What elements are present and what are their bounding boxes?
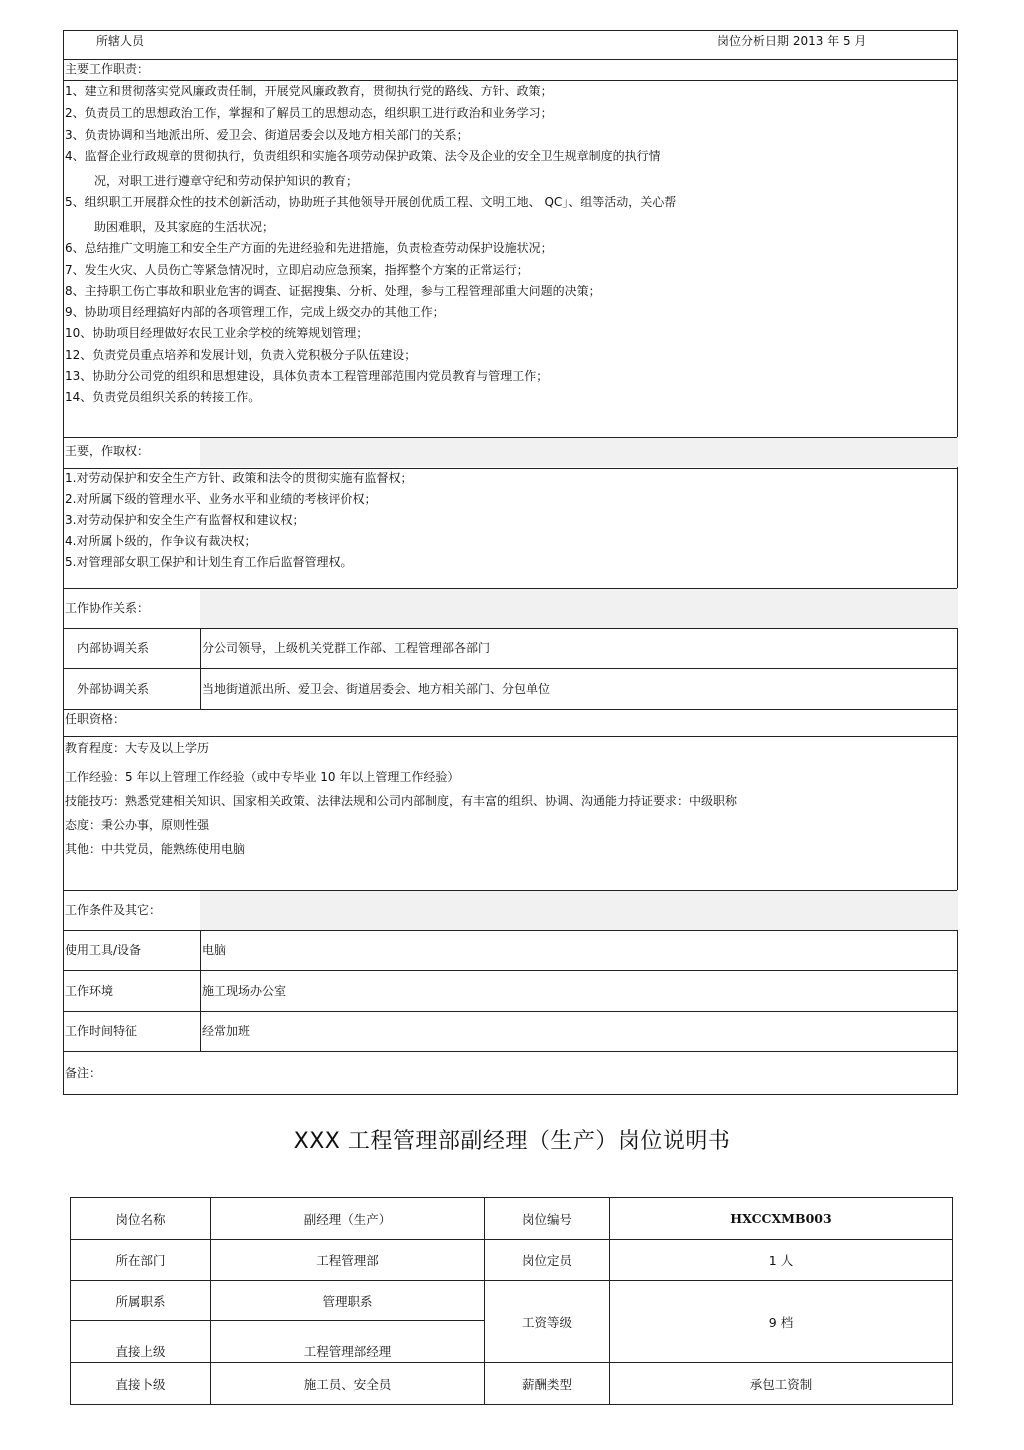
qualification-item: 其他：中共党员，能熟练使用电脑 (65, 842, 246, 856)
job-family-value: 管理职系 (211, 1281, 485, 1321)
duty-item: 10、协助项目经理做好农民工业余学校的统筹规划管理； (65, 326, 369, 340)
duty-item: 4、监督企业行政规章的贯彻执行，负责组织和实施各项劳动保护政策、法令及企业的安全卫生规章制度的执行情 (65, 149, 661, 163)
department-value: 工程管理部 (211, 1240, 485, 1281)
duties-heading: 主要工作职责： (65, 62, 150, 76)
qualifications-heading: 任职资格： (65, 712, 126, 726)
cooperation-heading: 工作协作关系： (65, 601, 150, 615)
subordinate-label: 直接卜级 (71, 1363, 211, 1405)
headcount-value: 1 人 (610, 1240, 953, 1281)
duty-item: 1、建立和贯彻落实党风廉政责任制，开展党风廉政教育，贯彻执行党的路线、方针、政策； (65, 84, 553, 98)
pay-type-label: 薪酬类型 (485, 1363, 610, 1405)
qualification-item: 态度：秉公办事，原则性强 (65, 818, 210, 832)
document-title: XXX 工程管理部副经理（生产）岗位说明书 (293, 1129, 731, 1154)
salary-grade-label: 工资等级 (485, 1281, 610, 1363)
condition-value-work-time: 经常加班 (202, 1024, 251, 1038)
pay-type-value: 承包工资制 (610, 1363, 953, 1405)
position-code-value: HXCCXMB003 (610, 1198, 953, 1240)
salary-grade-value: 9 档 (610, 1281, 953, 1363)
position-name-label: 岗位名称 (71, 1198, 211, 1240)
staff-label: 所辖人员 (96, 34, 145, 48)
duty-item: 7、发生火灾、人员伤亡等紧急情况时，立即启动应急预案，指挥整个方案的正常运行； (65, 263, 529, 277)
conditions-heading: 工作条件及其它： (65, 903, 162, 917)
qualification-item: 教育程度：大专及以上学历 (65, 741, 210, 755)
supervisor-value: 工程管理部经理 (211, 1321, 485, 1363)
condition-value-tools: 电脑 (202, 943, 227, 957)
duty-item: 12、负责党员重点培养和发展计划，负责入党积极分子队伍建设； (65, 348, 417, 362)
job-description-form (63, 30, 958, 1095)
conditions-heading-shade (200, 890, 958, 930)
duty-item: 6、总结推广文明施工和安全生产方面的先进经验和先进措施，负责检查劳动保护设施状况； (65, 241, 553, 255)
duty-item: 14、负责党员组织关系的转接工作。 (65, 390, 261, 404)
duty-item: 2、负责员工的思想政治工作，掌握和了解员工的思想动态，组织职工进行政治和业务学习； (65, 106, 553, 120)
job-family-label: 所属职系 (71, 1281, 211, 1321)
duty-item: 9、协助项目经理搞好内部的各项管理工作，完成上级交办的其他工作； (65, 305, 445, 319)
condition-value-environment: 施工现场办公室 (202, 984, 287, 998)
condition-label-tools: 使用工具/设备 (65, 943, 142, 957)
supervisor-label: 直接上级 (71, 1321, 211, 1363)
power-item: 4.对所属卜级的，作争议有裁决权； (65, 534, 257, 548)
powers-heading: 王要，作取权： (65, 444, 150, 458)
internal-coordination-value: 分公司领导，上级机关党群工作部、工程管理部各部门 (202, 641, 491, 655)
remarks-label: 备注： (65, 1066, 102, 1080)
condition-label-environment: 工作环境 (65, 984, 114, 998)
power-item: 1.对劳动保护和安全生产方针、政策和法令的贯彻实施有监督权； (65, 471, 413, 485)
duty-item-continued: 助困难职，及其家庭的生活状况； (94, 220, 275, 234)
condition-label-work-time: 工作时间特征 (65, 1024, 138, 1038)
duty-item: 8、主持职工伤亡事故和职业危害的调查、证据搜集、分析、处理，参与工程管理部重大问题的决策； (65, 284, 601, 298)
position-info-table (70, 1197, 953, 1405)
analysis-date: 岗位分析日期 2013 年 5 月 (717, 34, 867, 48)
qualification-item: 技能技巧：熟悉党建相关知识、国家相关政策、法律法规和公司内部制度，有丰富的组织、协调、沟通能力持证要求：中级职称 (65, 794, 738, 808)
duty-item: 5、组织职工开展群众性的技术创新活动，协助班子其他领导开展创优质工程、文明工地、 QC」、组等活动，关心帮 (65, 195, 677, 209)
power-item: 2.对所属下级的管理水平、业务水平和业绩的考核评价权； (65, 492, 377, 506)
cooperation-heading-shade (200, 588, 958, 628)
qualification-item: 工作经验：5 年以上管理工作经验（或中专毕业 10 年以上管理工作经验） (65, 770, 460, 784)
headcount-label: 岗位定员 (485, 1240, 610, 1281)
position-code-label: 岗位编号 (485, 1198, 610, 1240)
duty-item-continued: 况，对职工进行遵章守纪和劳动保护知识的教育； (94, 174, 359, 188)
external-coordination-label: 外部协调关系 (77, 682, 150, 696)
powers-heading-shade (200, 437, 958, 467)
duty-item: 3、负责协调和当地派出所、爱卫会、街道居委会以及地方相关部门的关系； (65, 128, 469, 142)
internal-coordination-label: 内部协调关系 (77, 641, 150, 655)
duty-item: 13、协助分公司党的组织和思想建设，具体负责本工程管理部范围内党员教育与管理工作； (65, 369, 549, 383)
power-item: 3.对劳动保护和安全生产有监督权和建议权； (65, 513, 305, 527)
power-item: 5.对管理部女职工保护和计划生育工作后监督管理权。 (65, 555, 353, 569)
external-coordination-value: 当地街道派出所、爱卫会、街道居委会、地方相关部门、分包单位 (202, 682, 551, 696)
position-name-value: 副经理（生产） (211, 1198, 485, 1240)
subordinate-value: 施工员、安全员 (211, 1363, 485, 1405)
department-label: 所在部门 (71, 1240, 211, 1281)
